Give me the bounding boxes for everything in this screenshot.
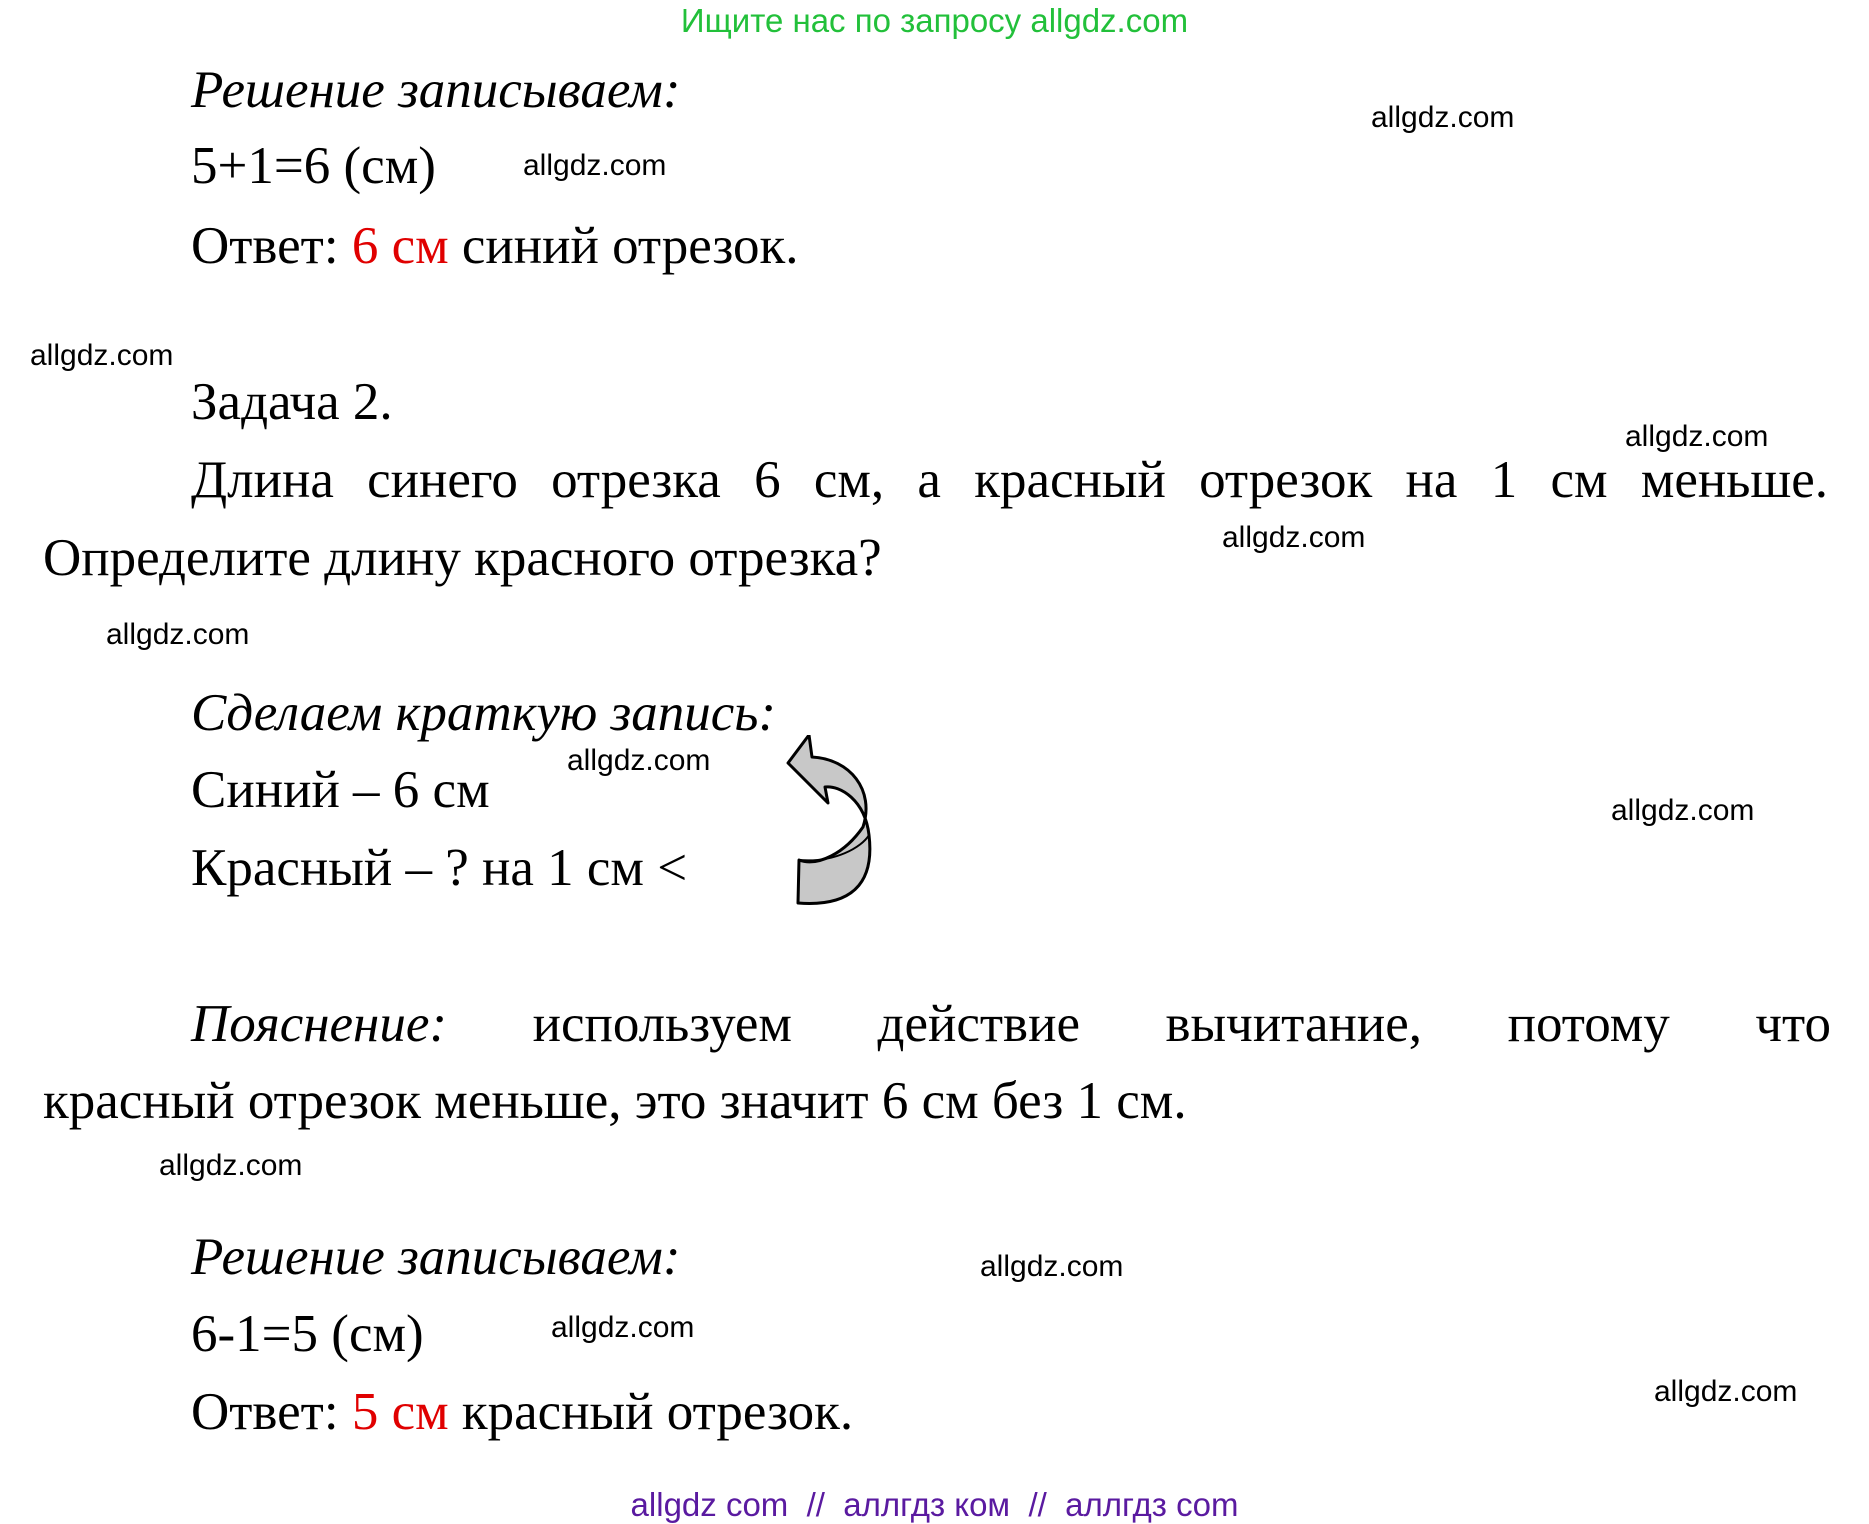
statement-word: меньше.: [1640, 451, 1828, 509]
statement-word: 1: [1490, 451, 1518, 509]
statement-word: на: [1405, 451, 1458, 509]
statement-word: см,: [813, 451, 885, 509]
watermark: allgdz.com: [1371, 101, 1515, 134]
task-statement-line1: [191, 451, 1828, 509]
equation-1: 5+1=6 (см): [191, 137, 436, 195]
explanation-label: Пояснение:: [191, 995, 448, 1053]
statement-word: красный: [974, 451, 1166, 509]
statement-word: Длина: [191, 451, 334, 509]
watermark: allgdz.com: [551, 1311, 695, 1344]
explanation-line2: красный отрезок меньше, это значит 6 см без 1 см.: [43, 1072, 1187, 1130]
watermark: allgdz.com: [1611, 794, 1755, 827]
statement-word: а: [917, 451, 941, 509]
watermark: allgdz.com: [1625, 420, 1769, 453]
answer-value: 6 см: [351, 217, 449, 275]
blue-row: Синий – 6 см: [191, 761, 490, 819]
task-statement-line2: Определите длину красного отрезка?: [43, 529, 882, 587]
explanation-word: используем: [532, 995, 792, 1053]
task-title: Задача 2.: [191, 373, 393, 431]
watermark: allgdz.com: [1654, 1375, 1798, 1408]
header-banner: Ищите нас по запросу allgdz.com: [680, 2, 1189, 39]
red-row: Красный – ? на 1 см <: [191, 839, 688, 897]
explanation-word: потому: [1507, 995, 1670, 1053]
watermark: allgdz.com: [567, 744, 711, 777]
watermark: allgdz.com: [106, 618, 250, 651]
solution-heading-2: Решение записываем:: [191, 1228, 681, 1286]
answer-prefix: Ответ:: [191, 217, 352, 275]
statement-word: см: [1550, 451, 1608, 509]
solution-heading-1: Решение записываем:: [191, 61, 681, 119]
answer-value: 5 см: [351, 1383, 449, 1441]
explanation-word: действие: [877, 995, 1080, 1053]
statement-word: 6: [754, 451, 781, 509]
footer-banner: allgdz com // аллгдз ком // аллгдз com: [630, 1486, 1239, 1523]
watermark: allgdz.com: [980, 1250, 1124, 1283]
answer-2: [191, 1383, 854, 1441]
answer-prefix: Ответ:: [191, 1383, 352, 1441]
answer-1: [191, 217, 799, 275]
short-note-heading: Сделаем краткую запись:: [191, 684, 777, 742]
statement-word: отрезка: [551, 451, 721, 509]
answer-suffix: синий отрезок.: [448, 217, 799, 275]
watermark: allgdz.com: [523, 149, 667, 182]
watermark: allgdz.com: [30, 339, 174, 372]
equation-2: 6-1=5 (см): [191, 1305, 424, 1363]
explanation-line1: [191, 995, 1831, 1053]
statement-word: синего: [367, 451, 518, 509]
answer-suffix: красный отрезок.: [448, 1383, 854, 1441]
explanation-word: вычитание,: [1165, 995, 1423, 1053]
watermark: allgdz.com: [1222, 521, 1366, 554]
curved-return-arrow-icon: [780, 735, 880, 910]
explanation-word: что: [1755, 995, 1831, 1053]
statement-word: отрезок: [1199, 451, 1373, 509]
watermark: allgdz.com: [159, 1149, 303, 1182]
